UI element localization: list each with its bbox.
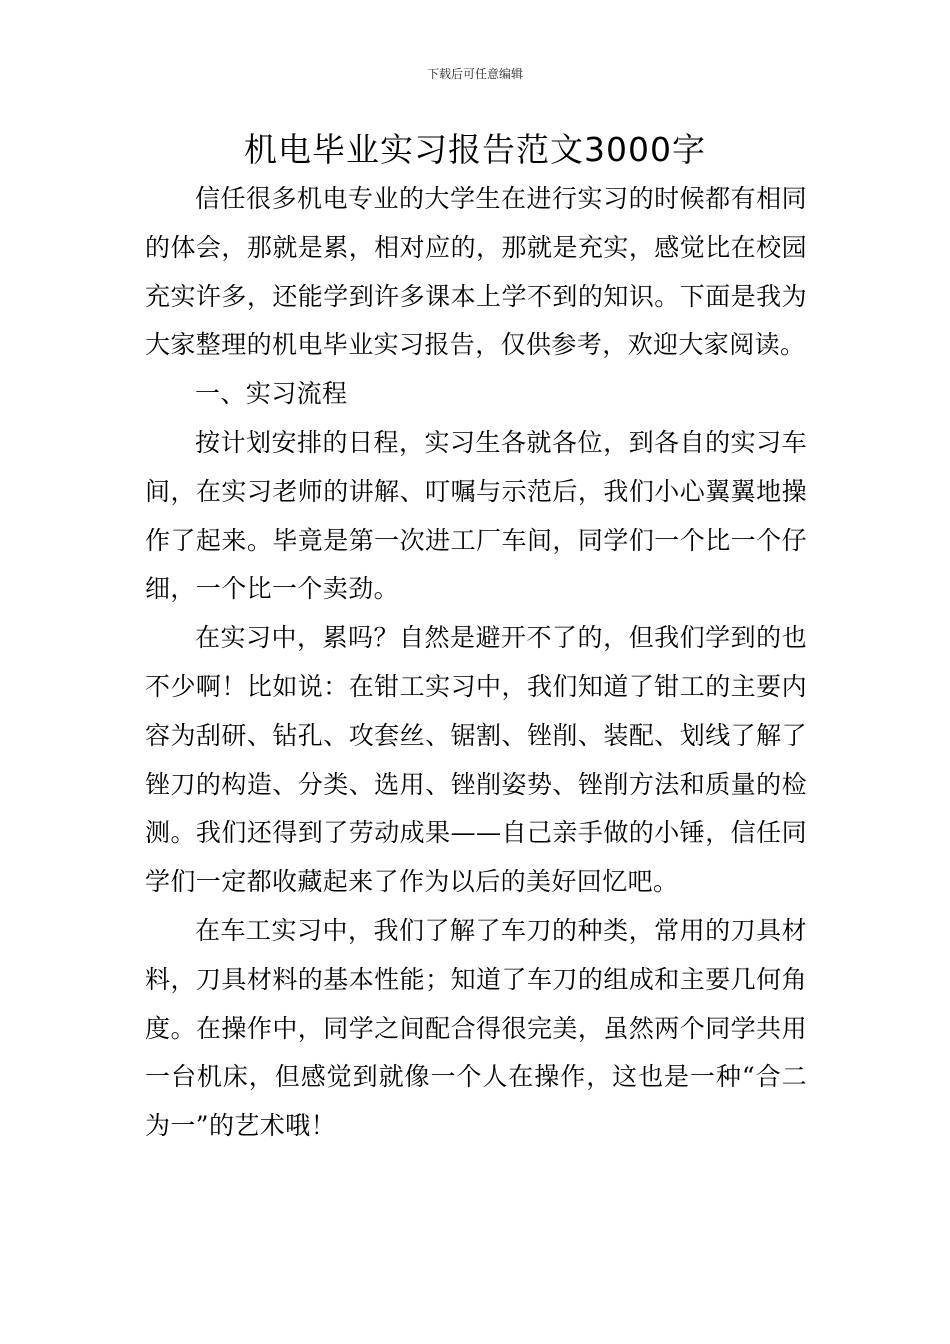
document-body xyxy=(145,175,807,1151)
paragraph-intro: 信任很多机电专业的大学生在进行实习的时候都有相同的体会，那就是累，相对应的，那就是充实，感觉比在校园充实许多，还能学到许多课本上学不到的知识。下面是我为大家整理的机电毕业实习报告，仅供参考，欢迎大家阅读。 xyxy=(145,184,807,360)
header-note: 下载后可任意编辑 xyxy=(426,67,523,81)
paragraph-fitter-practice: 在实习中，累吗？自然是避开不了的，但我们学到的也不少啊！比如说：在钳工实习中，我们知道了钳工的主要内容为刮研、钻孔、攻套丝、锯割、锉削、装配、划线了解了锉刀的构造、分类、选用、锉削姿势、锉削方法和质量的检测。我们还得到了劳动成果——自己亲手做的小锤，信任同学们一定都收藏起来了作为以后的美好回忆吧。 xyxy=(145,623,807,897)
document-title: 机电毕业实习报告范文3000字 xyxy=(244,130,706,169)
section-heading-process: 一、实习流程 xyxy=(195,379,348,409)
paragraph-schedule: 按计划安排的日程，实习生各就各位，到各自的实习车间，在实习老师的讲解、叮嘱与示范后，我们小心翼翼地操作了起来。毕竟是第一次进工厂车间，同学们一个比一个仔细，一个比一个卖劲。 xyxy=(145,427,807,604)
paragraph-lathe-practice: 在车工实习中，我们了解了车刀的种类，常用的刀具材料，刀具材料的基本性能；知道了车刀的组成和主要几何角度。在操作中，同学之间配合得很完美，虽然两个同学共用一台机床，但感觉到就像一个人在操作，这也是一种“合二为一”的艺术哦！ xyxy=(145,915,807,1141)
